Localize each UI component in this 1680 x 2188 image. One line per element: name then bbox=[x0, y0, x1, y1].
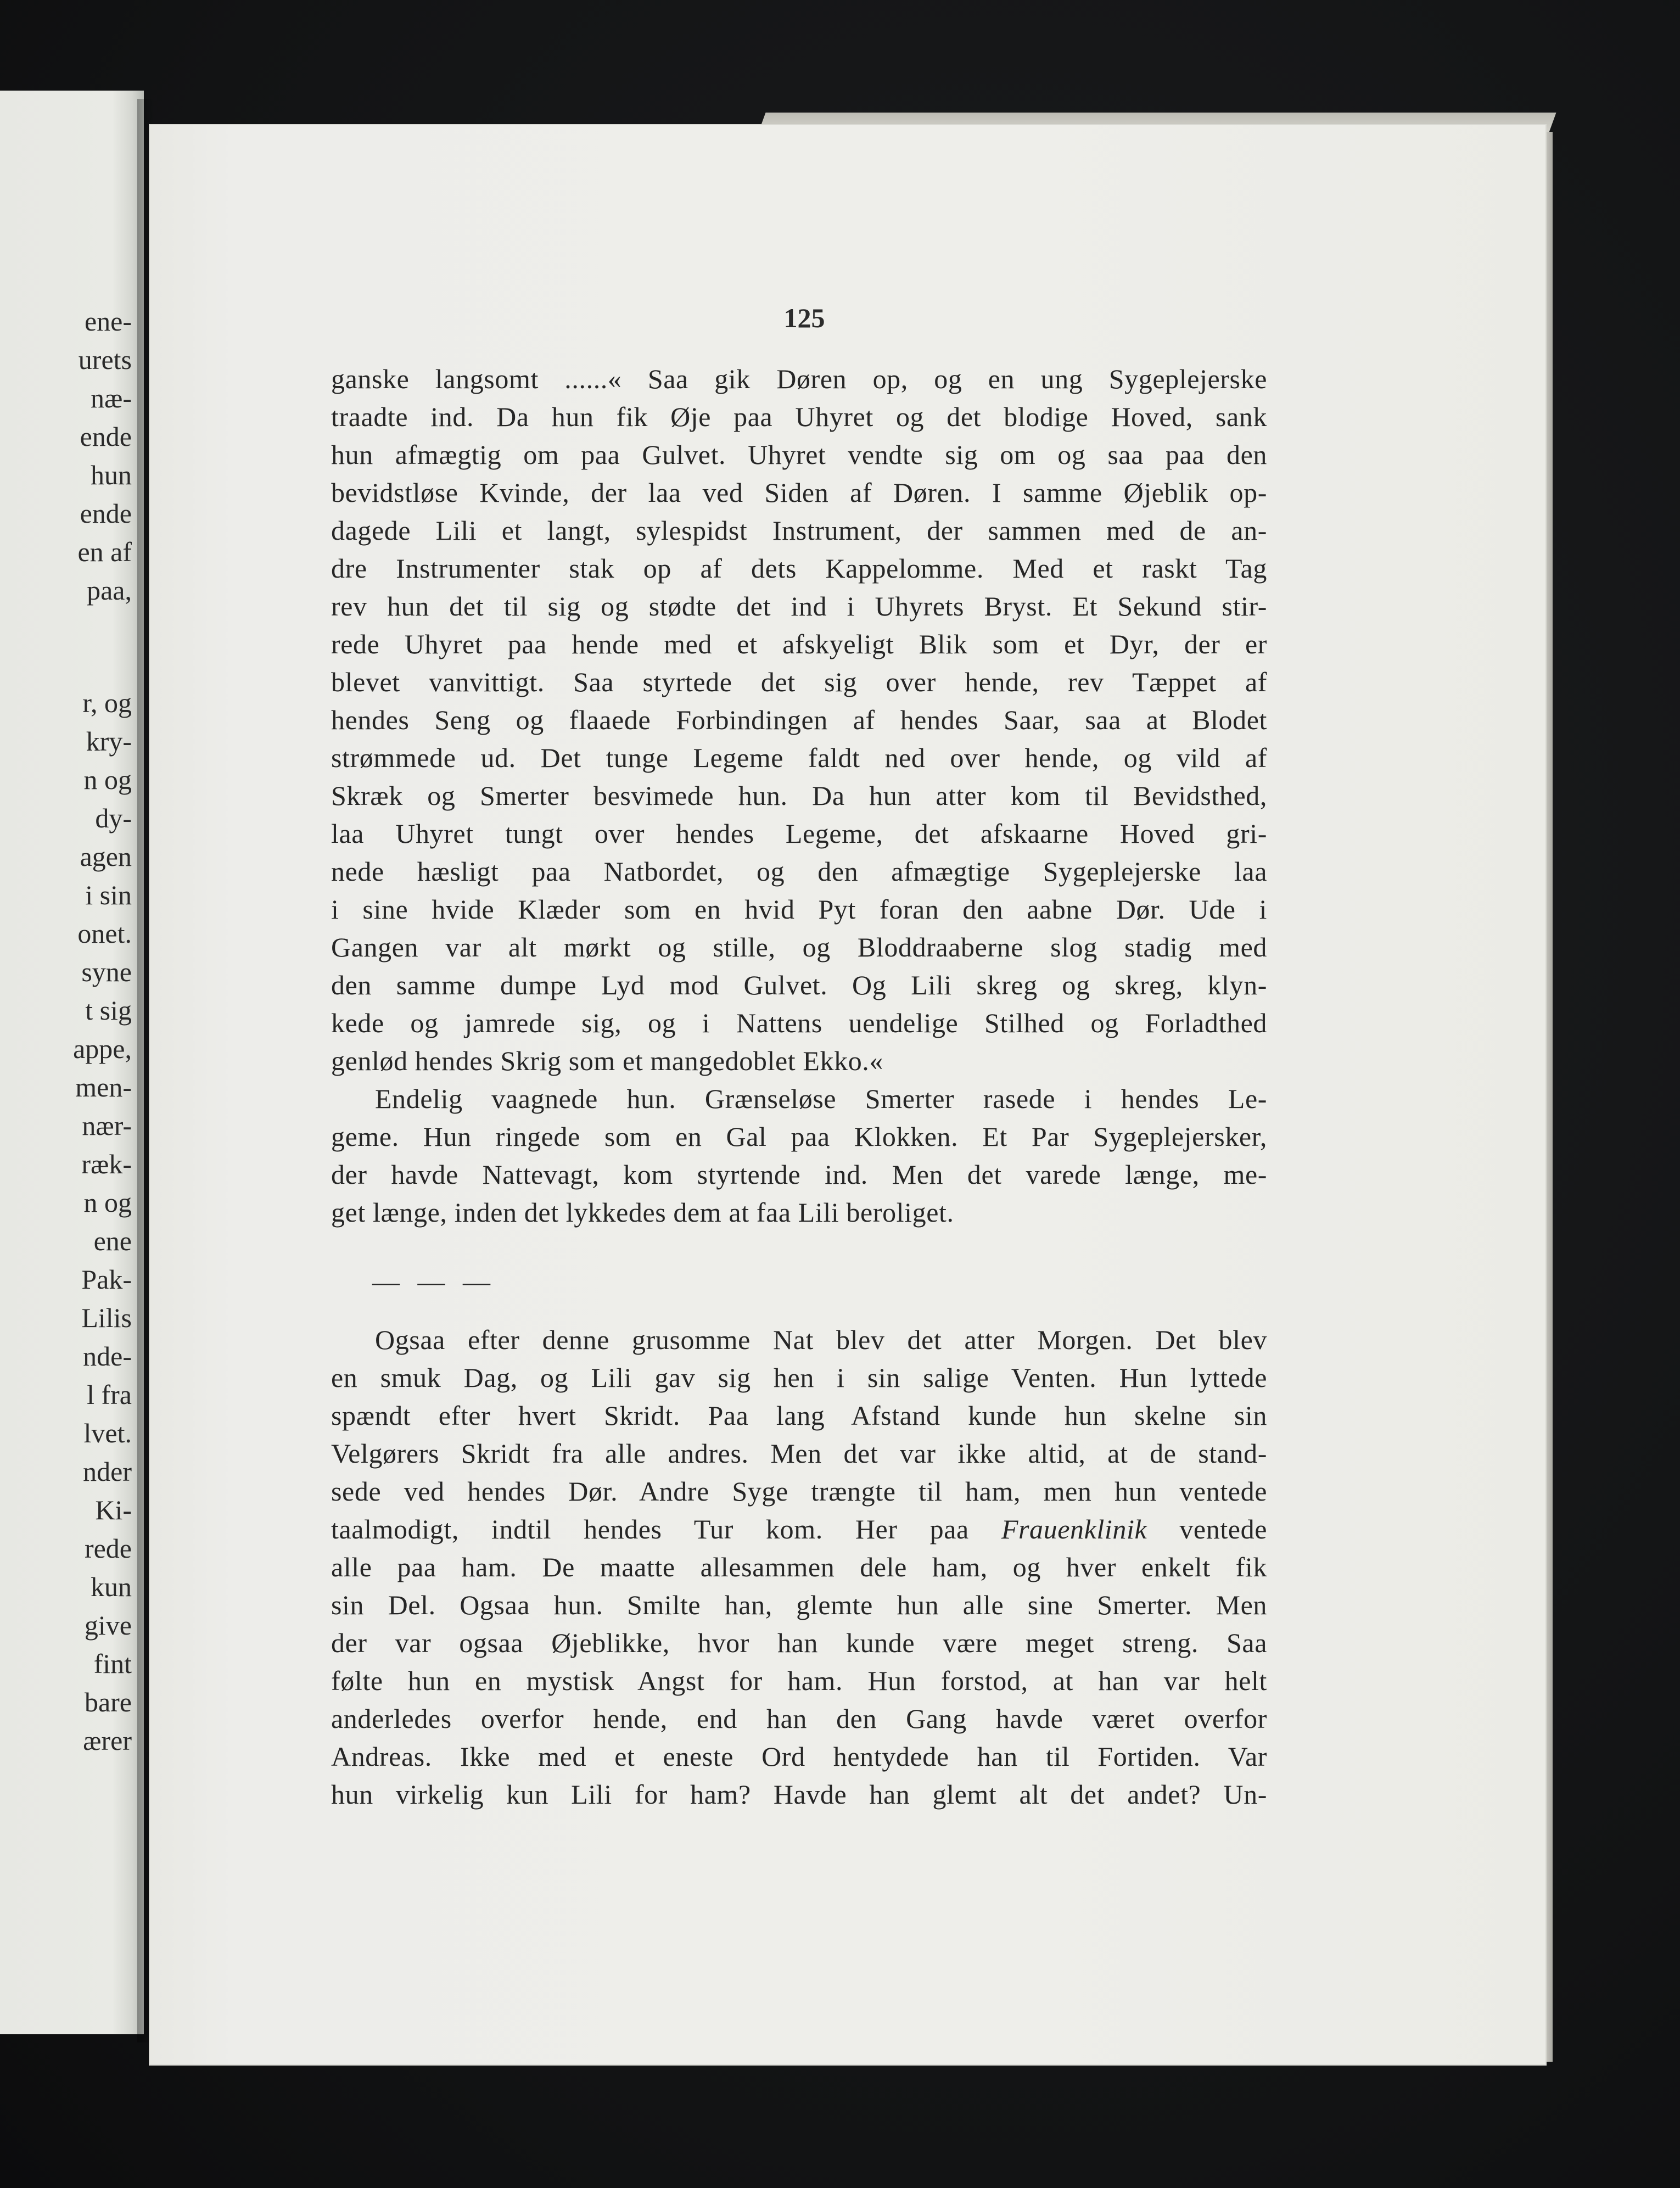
text-line: spændt efter hvert Skridt. Paa lang Afstand kunde hun skelne sin bbox=[331, 1400, 1267, 1431]
text-line: dagede Lili et langt, sylespidst Instrument, der sammen med de an- bbox=[331, 515, 1267, 546]
text-line: blevet vanvittigt. Saa styrtede det sig over hende, rev Tæppet af bbox=[331, 667, 1267, 697]
text-line: ganske langsomt ......« Saa gik Døren op, og en ung Sygeplejerske bbox=[331, 363, 1267, 394]
text-line: bevidstløse Kvinde, der laa ved Siden af Døren. I samme Øjeblik op- bbox=[331, 477, 1267, 508]
left-page-fragment: men- bbox=[75, 1072, 132, 1103]
left-page-fragment: urets bbox=[78, 344, 132, 375]
text-line: Gangen var alt mørkt og stille, og Bloddraaberne slog stadig med bbox=[331, 932, 1267, 963]
left-page-fragment: en af bbox=[77, 536, 132, 567]
left-page-fragment: ærer bbox=[83, 1725, 132, 1756]
left-page-fragment: syne bbox=[81, 956, 132, 987]
left-page-fragment: t sig bbox=[85, 995, 132, 1026]
left-page-fragment: paa, bbox=[87, 575, 132, 606]
left-page-fragment: appe, bbox=[73, 1033, 132, 1064]
left-page-fragment: ende bbox=[80, 421, 132, 452]
left-page-fragment: Ki- bbox=[95, 1495, 132, 1525]
left-page-fragment: r, og bbox=[82, 687, 132, 718]
left-page-fragment: ende bbox=[80, 498, 132, 529]
text-line: Velgørers Skridt fra alle andres. Men det var ikke altid, at de stand- bbox=[331, 1438, 1267, 1469]
text-line bbox=[331, 1510, 1267, 1548]
page-number: 125 bbox=[783, 303, 825, 333]
left-page-fragment: nær- bbox=[82, 1110, 132, 1141]
left-page-fragment: n og bbox=[83, 1187, 132, 1218]
text-line: Skræk og Smerter besvimede hun. Da hun atter kom til Bevidsthed, bbox=[331, 780, 1267, 811]
text-line: genlød hendes Skrig som et mangedoblet Ekko.« bbox=[331, 1045, 884, 1076]
text-line: en smuk Dag, og Lili gav sig hen i sin salige Venten. Hun lyttede bbox=[331, 1362, 1267, 1393]
left-page-fragment: nder bbox=[83, 1456, 132, 1487]
left-page-fragment: nde- bbox=[83, 1341, 132, 1372]
italic-term: Frauenklinik bbox=[1001, 1514, 1147, 1545]
left-page-fragment: fint bbox=[93, 1648, 132, 1679]
text-line: hendes Seng og flaaede Forbindingen af hendes Saar, saa at Blodet bbox=[331, 704, 1267, 735]
text-line: alle paa ham. De maatte allesammen dele ham, og hver enkelt fik bbox=[331, 1552, 1267, 1582]
left-page-fragment: kry- bbox=[86, 726, 132, 757]
left-page bbox=[0, 91, 144, 2034]
text-line: laa Uhyret tungt over hendes Legeme, det afskaarne Hoved gri- bbox=[331, 818, 1267, 849]
text-line: den samme dumpe Lyd mod Gulvet. Og Lili skreg og skreg, klyn- bbox=[331, 970, 1267, 1000]
text-line: der var ogsaa Øjeblikke, hvor han kunde være meget streng. Saa bbox=[331, 1627, 1267, 1658]
text-line: kede og jamrede sig, og i Nattens uendelige Stilhed og Forladthed bbox=[331, 1008, 1267, 1038]
text-segment: ventede bbox=[1147, 1514, 1267, 1545]
left-page-fragment: Pak- bbox=[81, 1264, 132, 1295]
text-line: Endelig vaagnede hun. Grænseløse Smerter rasede i hendes Le- bbox=[375, 1083, 1267, 1114]
text-line: nede hæsligt paa Natbordet, og den afmægtige Sygeplejerske laa bbox=[331, 856, 1267, 887]
text-line: dre Instrumenter stak op af dets Kappelomme. Med et raskt Tag bbox=[331, 553, 1267, 584]
text-line: følte hun en mystisk Angst for ham. Hun forstod, at han var helt bbox=[331, 1665, 1267, 1696]
text-line: get længe, inden det lykkedes dem at faa Lili beroliget. bbox=[331, 1197, 954, 1228]
section-separator: — — — bbox=[372, 1266, 496, 1297]
left-page-fragment: ene- bbox=[84, 306, 132, 337]
left-page-fragment: dy- bbox=[95, 803, 132, 833]
text-line: Andreas. Ikke med et eneste Ord hentydede han til Fortiden. Var bbox=[331, 1741, 1267, 1772]
left-page-fragment: n og bbox=[83, 764, 132, 795]
left-page-fragment: ræk- bbox=[81, 1149, 132, 1179]
text-line: sede ved hendes Dør. Andre Syge trængte til ham, men hun ventede bbox=[331, 1476, 1267, 1507]
text-line: Ogsaa efter denne grusomme Nat blev det atter Morgen. Det blev bbox=[375, 1324, 1267, 1355]
left-page-fragment: lvet. bbox=[83, 1418, 132, 1448]
left-page-fragment: give bbox=[84, 1610, 132, 1641]
text-line: i sine hvide Klæder som en hvid Pyt foran den aabne Dør. Ude i bbox=[331, 894, 1267, 925]
text-line: hun afmægtig om paa Gulvet. Uhyret vendte sig om og saa paa den bbox=[331, 439, 1267, 470]
text-line: rev hun det til sig og stødte det ind i Uhyrets Bryst. Et Sekund stir- bbox=[331, 591, 1267, 622]
text-line: hun virkelig kun Lili for ham? Havde han glemt alt det andet? Un- bbox=[331, 1779, 1267, 1810]
text-line: rede Uhyret paa hende med et afskyeligt Blik som et Dyr, der er bbox=[331, 629, 1267, 659]
left-page-fragment: hun bbox=[91, 460, 132, 490]
text-line: geme. Hun ringede som en Gal paa Klokken. Et Par Sygeplejersker, bbox=[331, 1121, 1267, 1152]
left-page-fragment: i sin bbox=[85, 880, 132, 910]
left-page-fragment: rede bbox=[84, 1533, 132, 1564]
left-page-fragment: bare bbox=[84, 1687, 132, 1717]
left-page-fragment: agen bbox=[80, 841, 132, 872]
text-line: strømmede ud. Det tunge Legeme faldt ned over hende, og vild af bbox=[331, 742, 1267, 773]
left-page-fragment: ene bbox=[93, 1225, 132, 1256]
left-page-fragment: næ- bbox=[91, 383, 132, 413]
text-line: der havde Nattevagt, kom styrtende ind. Men det varede længe, me- bbox=[331, 1159, 1267, 1190]
text-line: traadte ind. Da hun fik Øje paa Uhyret og det blodige Hoved, sank bbox=[331, 401, 1267, 432]
left-page-fragment: l fra bbox=[87, 1379, 132, 1410]
text-line: sin Del. Ogsaa hun. Smilte han, glemte hun alle sine Smerter. Men bbox=[331, 1590, 1267, 1620]
left-page-fragment: kun bbox=[91, 1571, 132, 1602]
text-segment: taalmodigt, indtil hendes Tur kom. Her paa bbox=[331, 1514, 1001, 1545]
left-page-fragment: Lilis bbox=[81, 1302, 132, 1333]
left-page-fragment: onet. bbox=[77, 918, 132, 949]
text-line: anderledes overfor hende, end han den Gang havde været overfor bbox=[331, 1703, 1267, 1734]
